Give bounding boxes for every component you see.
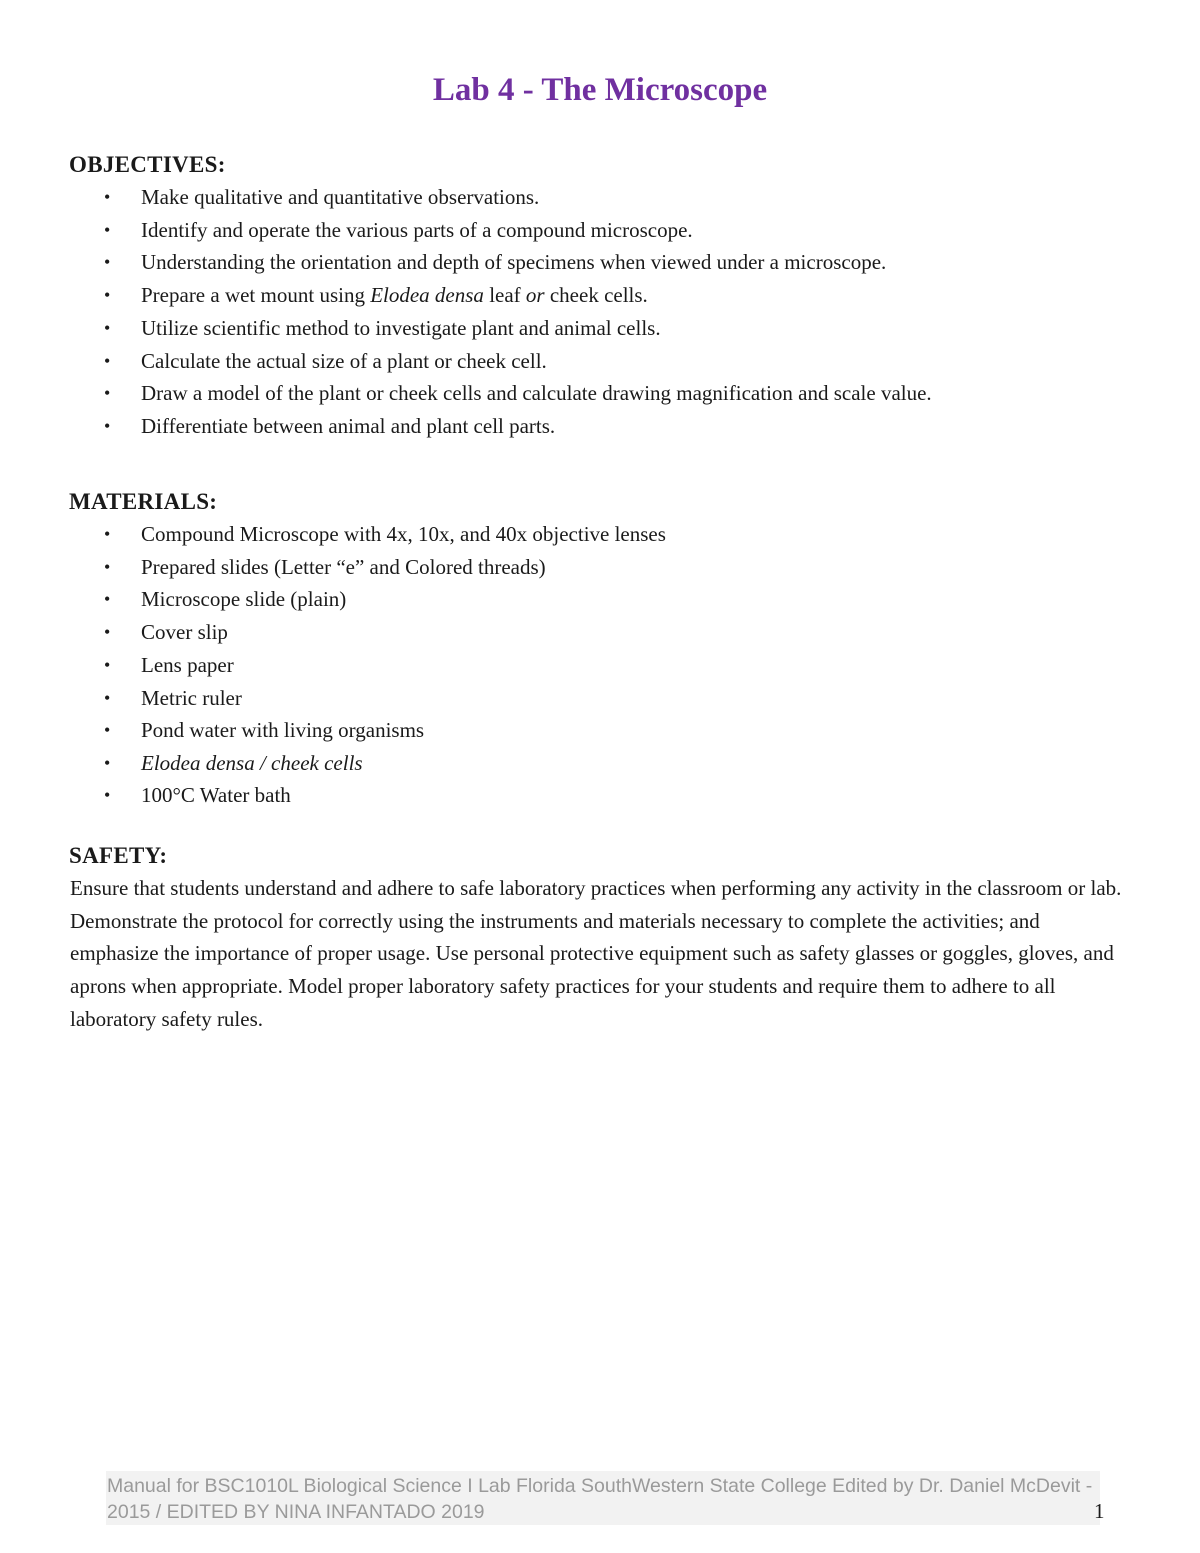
footer-credits: Manual for BSC1010L Biological Science I Lab Florida SouthWestern State College Edited by Dr. Daniel McDevit - 2015 / EDITED BY NINA INFANTADO 2019 (107, 1475, 1093, 1523)
list-item (0, 747, 666, 780)
list-item: • Understanding the orientation and depth of specimens when viewed under a microscope. (0, 246, 932, 279)
objectives-list (0, 181, 932, 443)
list-item: • 100°C Water bath (0, 780, 666, 810)
list-item: • Differentiate between animal and plant cell parts. (0, 410, 932, 443)
list-item-text: leaf (483, 283, 526, 308)
list-item: • Identify and operate the various parts of a compound microscope. (0, 214, 932, 247)
materials-list (0, 518, 666, 810)
list-item: • Make qualitative and quantitative observations. (0, 181, 932, 214)
materials-heading: MATERIALS: (69, 489, 218, 514)
species-name: Elodea densa (370, 283, 484, 308)
list-item: • Pond water with living organisms (0, 714, 666, 747)
list-item: • Draw a model of the plant or cheek cells and calculate drawing magnification and scale value. (0, 377, 932, 410)
list-item: • Compound Microscope with 4x, 10x, and 40x objective lenses (0, 518, 666, 551)
list-item: • Metric ruler (0, 682, 666, 715)
list-item: • Prepared slides (Letter “e” and Colored threads) (0, 551, 666, 584)
emphasis-text: or (525, 283, 545, 308)
list-item: • Utilize scientific method to investigate plant and animal cells. (0, 312, 932, 345)
species-name: Elodea densa / cheek cells (141, 750, 363, 775)
page-number: 1 (1094, 1499, 1105, 1523)
page-title: Lab 4 - The Microscope (432, 72, 768, 108)
safety-paragraph: Ensure that students understand and adhere to safe laboratory practices when performing any activity in the classroom or lab. Demonstrate the protocol for correctly using the instruments and materials necessary to complete the activities; and emphasize the importance of proper usage. Use personal protective equipment such as safety glasses or goggles, gloves, and aprons when appropriate. Model proper laboratory safety practices for your students and require them to adhere to all laboratory safety rules. (70, 876, 1122, 1031)
safety-heading: SAFETY: (69, 843, 168, 868)
list-item (0, 279, 932, 312)
list-item: • Lens paper (0, 649, 666, 682)
list-item-text: Prepare a wet mount using (141, 283, 371, 308)
list-item: • Calculate the actual size of a plant or cheek cell. (0, 345, 932, 378)
list-item-text: cheek cells. (544, 283, 648, 308)
list-item: • Microscope slide (plain) (0, 583, 666, 616)
objectives-heading: OBJECTIVES: (69, 152, 226, 177)
list-item: • Cover slip (0, 616, 666, 649)
